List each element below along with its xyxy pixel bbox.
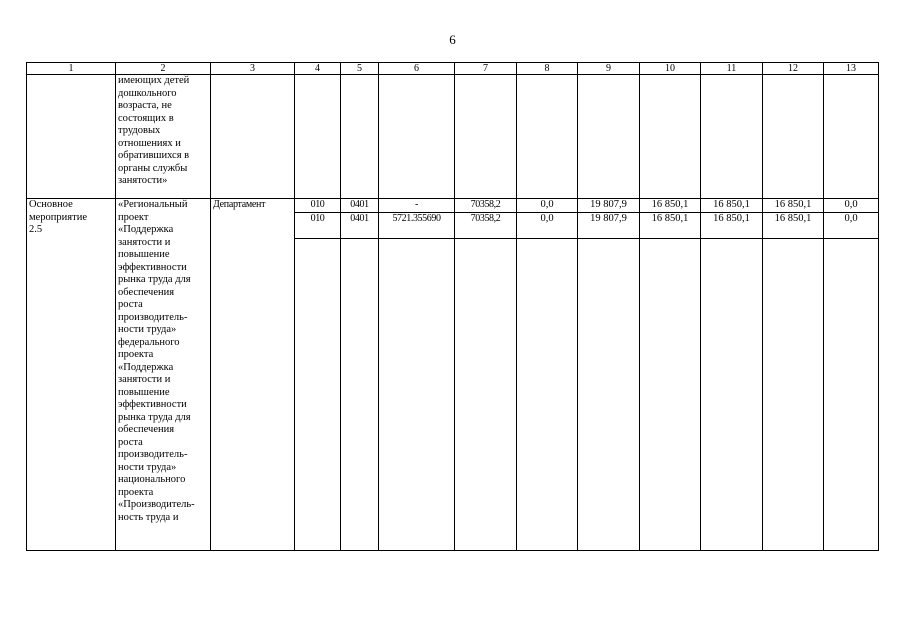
table-cell (578, 238, 640, 551)
table-cell (295, 75, 341, 199)
continuation-text: имеющих детей дошкольного возраста, не состоящих в трудовых отношениях и обратившихся в органы службы занятости» (118, 75, 190, 186)
cell-year-value: 16 850,1 (640, 199, 701, 213)
cell-section: 0401 (341, 212, 379, 238)
cell-total: 70358,2 (455, 199, 517, 213)
table-cell (824, 238, 879, 551)
table-cell (27, 75, 116, 199)
column-number: 6 (379, 63, 455, 75)
table-cell (763, 238, 824, 551)
table-cell (295, 238, 341, 551)
column-number: 12 (763, 63, 824, 75)
continuation-text-cell (116, 75, 211, 199)
page-number: 6 (449, 32, 456, 47)
table-cell (341, 238, 379, 551)
budget-table (26, 62, 879, 551)
cell-year-value: 19 807,9 (578, 199, 640, 213)
column-number: 2 (116, 63, 211, 75)
table-cell (341, 75, 379, 199)
table-cell (701, 238, 763, 551)
column-number: 1 (27, 63, 116, 75)
column-numbers-row (27, 63, 879, 75)
column-number: 11 (701, 63, 763, 75)
table-cell (455, 238, 517, 551)
cell-year-value: 16 850,1 (763, 199, 824, 213)
cell-target-article: 5721.355690 (379, 212, 455, 238)
column-number: 13 (824, 63, 879, 75)
measure-name: Основное мероприятие 2.5 (29, 199, 87, 235)
executor-cell (211, 199, 295, 551)
cell-year-value: 0,0 (824, 199, 879, 213)
cell-year-value: 16 850,1 (763, 212, 824, 238)
cell-year-value: 0,0 (517, 199, 578, 213)
cell-total: 70358,2 (455, 212, 517, 238)
measure-name-cell (27, 199, 116, 551)
column-number: 10 (640, 63, 701, 75)
measure-description: «Региональный проект «Поддержка занятости и повышение эффективности рынка труда для обеспечения роста производитель- ности труда» федерального проекта «Поддержка занятости и повышение эффективности рынка труда для обеспечения роста производитель- ности труда» национального проекта «Производитель- ность труда и (118, 199, 195, 523)
column-number: 9 (578, 63, 640, 75)
table-cell (640, 75, 701, 199)
table-cell (640, 238, 701, 551)
cell-year-value: 0,0 (824, 212, 879, 238)
cell-year-value: 16 850,1 (640, 212, 701, 238)
cell-section: 0401 (341, 199, 379, 213)
table-cell (379, 238, 455, 551)
table-cell (517, 238, 578, 551)
column-number: 7 (455, 63, 517, 75)
table-cell (211, 75, 295, 199)
table-cell (379, 75, 455, 199)
table-cell (578, 75, 640, 199)
table-cell (517, 75, 578, 199)
cell-year-value: 16 850,1 (701, 199, 763, 213)
table-cell (824, 75, 879, 199)
cell-year-value: 16 850,1 (701, 212, 763, 238)
column-number: 8 (517, 63, 578, 75)
column-number: 5 (341, 63, 379, 75)
column-number: 4 (295, 63, 341, 75)
cell-year-value: 19 807,9 (578, 212, 640, 238)
table-cell (763, 75, 824, 199)
cell-grbs: 010 (295, 199, 341, 213)
continuation-row (27, 75, 879, 199)
column-number: 3 (211, 63, 295, 75)
executor: Департамент (213, 199, 266, 210)
table-cell (701, 75, 763, 199)
measure-row-1 (27, 199, 879, 213)
measure-description-cell (116, 199, 211, 551)
cell-target-article: - (379, 199, 455, 213)
cell-year-value: 0,0 (517, 212, 578, 238)
table-cell (455, 75, 517, 199)
cell-grbs: 010 (295, 212, 341, 238)
